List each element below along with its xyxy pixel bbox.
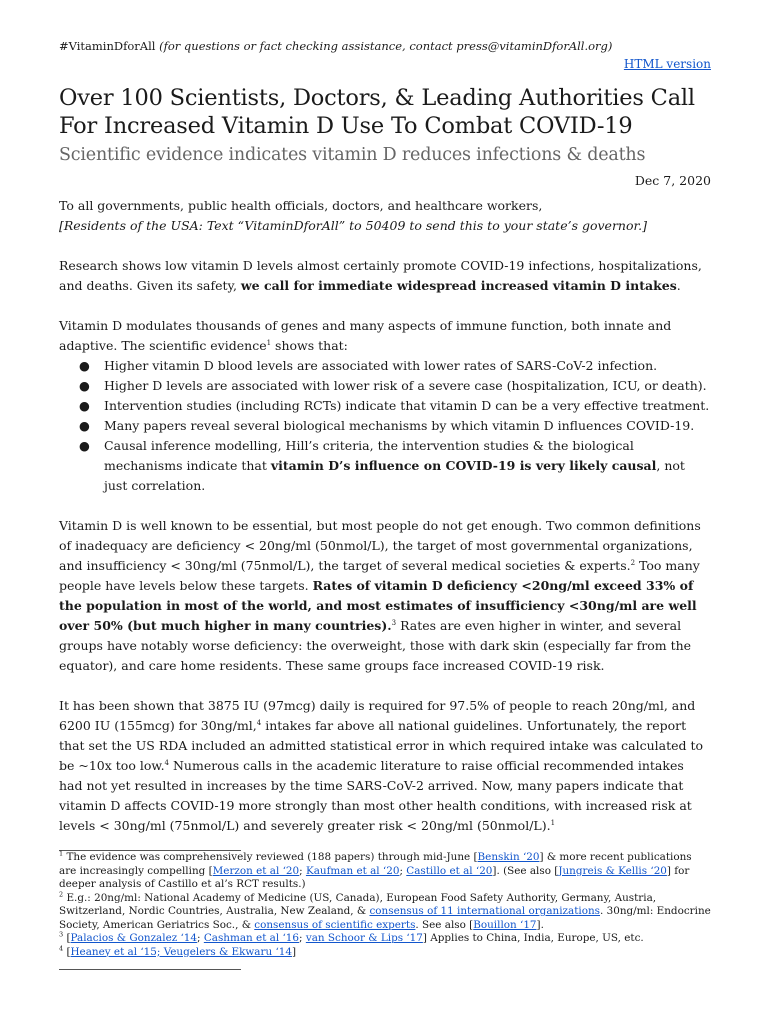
list-item	[59, 356, 711, 376]
footnote-4	[59, 946, 711, 960]
bullet-icon: ●	[79, 378, 90, 393]
html-version-row	[59, 56, 711, 72]
footnote-text: ;	[197, 932, 204, 944]
list-item-text: Higher vitamin D blood levels are associated with lower rates of SARS-CoV-2 infection.	[104, 358, 658, 373]
footnote-text: ].	[536, 918, 544, 931]
call-to-action: we call for immediate widespread increased vitamin D intakes	[240, 278, 677, 293]
document-page	[59, 38, 711, 970]
footnote-text: The evidence was comprehensively reviewed (188 papers) through mid-June [	[63, 851, 478, 863]
page-title: Over 100 Scientists, Doctors, & Leading Authorities Call For Increased Vitamin D Use To Combat COVID-19	[59, 85, 695, 139]
paragraph-modulates-text: Vitamin D modulates thousands of genes and many aspects of immune function, both innate and adaptive. The scientific evidence	[59, 318, 672, 353]
footnote-ref[interactable]: 2	[630, 558, 636, 567]
paragraph-deficiency-text-2: Too many people have levels below these targets.	[59, 558, 700, 593]
footnote-text: ] Applies to China, India, Europe, US, etc.	[422, 932, 644, 944]
deficiency-rates: Rates of vitamin D deficiency <20ng/ml exceed 33% of the population in most of the world, and most estimates of insufficiency <30ng/ml are well over 50% (but much higher in many countries).	[59, 578, 697, 633]
citation-link[interactable]: consensus of 11 international organizations	[369, 905, 600, 917]
paragraph-modulates	[59, 316, 711, 356]
paragraph-intake-text: It has been shown that 3875 IU (97mcg) daily is required for 97.5% of people to reach 20ng/ml, and 6200 IU (155mcg) for 30ng/ml,	[59, 698, 696, 733]
citation-link[interactable]: Jungreis & Kellis ‘20	[558, 864, 667, 877]
footnote-ref[interactable]: 3	[391, 618, 397, 627]
footnotes	[59, 851, 711, 959]
html-version-link[interactable]: HTML version	[623, 57, 711, 71]
footnote-number: 4	[59, 944, 64, 953]
footnote-text: ;	[299, 864, 306, 877]
list-item-text: Many papers reveal several biological mechanisms by which vitamin D influences COVID-19.	[104, 418, 695, 433]
footnote-text: . 30ng/ml: Endocrine Society, American Geriatrics Soc., &	[59, 905, 711, 931]
paragraph-deficiency-text-3: Rates are even higher in winter, and several groups have notably worse deficiency: the overweight, those with dark skin (especially far from the equator), and care home residents. These same groups face increased COVID-19 risk.	[59, 618, 692, 673]
list-item	[59, 376, 711, 396]
footnote-number: 1	[59, 849, 64, 858]
footnote-end-divider	[59, 969, 241, 970]
footnote-text: ;	[299, 932, 306, 944]
footnote-ref[interactable]: 4	[256, 718, 262, 727]
list-item	[59, 436, 711, 496]
paragraph-research-text: Research shows low vitamin D levels almost certainly promote COVID-19 infections, hospitalizations, and deaths. Given its safety,	[59, 258, 702, 293]
footnote-ref[interactable]: 1	[550, 818, 556, 827]
footnote-text: [	[63, 932, 71, 944]
paragraph-deficiency-text: Vitamin D is well known to be essential, but most people do not get enough. Two common definitions of inadequacy are deficiency < 20ng/ml (50nmol/L), the target of most governmental organizations, and insufficiency < 30ng/ml (75nmol/L), the target of several medical societies & experts.	[59, 518, 701, 573]
footnote-text: ]	[291, 945, 297, 958]
citation-link[interactable]: Heaney et al ‘15; Veugelers & Ekwaru ‘14	[70, 945, 292, 958]
bullet-icon: ●	[79, 358, 90, 373]
paragraph-research	[59, 256, 711, 296]
footnote-text: ]. (See also [	[492, 864, 559, 877]
list-item-tail: , not just correlation.	[104, 458, 685, 493]
page-subtitle: Scientific evidence indicates vitamin D reduces infections & deaths	[59, 145, 646, 165]
footnote-text: ;	[399, 864, 407, 877]
citation-link[interactable]: consensus of scientific experts	[254, 918, 416, 931]
paragraph-intake-text-2: intakes far above all national guidelines. Unfortunately, the report that set the US RDA included an admitted statistical error in which required intake was calculated to be ~10x too low.	[59, 718, 704, 773]
list-item-text: Causal inference modelling, Hill’s criteria, the intervention studies & the biological mechanisms indicate that	[104, 438, 634, 473]
citation-link[interactable]: Palacios & Gonzalez ‘14	[70, 932, 198, 944]
paragraph-modulates-tail: shows that:	[271, 338, 348, 353]
paragraph-deficiency	[59, 516, 711, 676]
bullet-icon: ●	[79, 438, 90, 453]
citation-link[interactable]: van Schoor & Lips ‘17	[305, 932, 423, 944]
citation-link[interactable]: Merzon et al ‘20	[212, 864, 300, 877]
footnote-text: [	[63, 945, 71, 958]
list-item-text: Higher D levels are associated with lower risk of a severe case (hospitalization, ICU, or death).	[104, 378, 707, 393]
hashtag: #VitaminDforAll	[59, 39, 156, 53]
footnote-text: E.g.: 20ng/ml: National Academy of Medicine (US, Canada), European Food Safety Authority, Germany, Austria, Switzerland, Nordic Countries, Australia, New Zealand, &	[59, 891, 657, 917]
footnote-3	[59, 932, 711, 946]
contact-note: (for questions or fact checking assistance, contact press@vitaminDforAll.org)	[159, 39, 613, 53]
residents-note: [Residents of the USA: Text “VitaminDforAll” to 50409 to send this to your state’s governor.]	[59, 218, 647, 233]
header-line	[59, 38, 711, 54]
footnote-ref[interactable]: 4	[164, 758, 170, 767]
footnote-text: . See also [	[415, 918, 474, 931]
footnote-2	[59, 892, 711, 933]
bullet-icon: ●	[79, 398, 90, 413]
causal-claim: vitamin D’s influence on COVID-19 is very likely causal	[270, 458, 657, 473]
evidence-list	[59, 356, 711, 496]
paragraph-intake	[59, 696, 711, 836]
footnote-text: ] for deeper analysis of Castillo et al’s RCT results.)	[59, 864, 690, 890]
citation-link[interactable]: Bouillon ‘17	[473, 918, 537, 931]
salutation: To all governments, public health officials, doctors, and healthcare workers,	[59, 198, 543, 213]
citation-link[interactable]: Cashman et al ‘16	[203, 932, 300, 944]
list-item-text: Intervention studies (including RCTs) indicate that vitamin D can be a very effective treatment.	[104, 398, 710, 413]
citation-link[interactable]: Castillo et al ‘20	[406, 864, 493, 877]
list-item	[59, 396, 711, 416]
letter-date: Dec 7, 2020	[634, 173, 711, 188]
footnote-number: 3	[59, 930, 64, 939]
footnote-text: ] & more recent publications are increasingly compelling [	[59, 851, 692, 877]
bullet-icon: ●	[79, 418, 90, 433]
footnote-number: 2	[59, 890, 64, 899]
footnote-ref[interactable]: 1	[266, 338, 272, 347]
period: .	[676, 278, 681, 293]
footnote-1	[59, 851, 711, 892]
paragraph-intake-text-3: Numerous calls in the academic literature to raise official recommended intakes had not yet resulted in increases by the time SARS-CoV-2 arrived. Now, many papers indicate that vitamin D affects COVID-19 more strongly than most other health conditions, with increased risk at levels < 30ng/ml (75nmol/L) and severely greater risk < 20ng/ml (50nmol/L).	[59, 758, 692, 833]
citation-link[interactable]: Kaufman et al ‘20	[305, 864, 400, 877]
citation-link[interactable]: Benskin ‘20	[477, 851, 540, 863]
list-item	[59, 416, 711, 436]
